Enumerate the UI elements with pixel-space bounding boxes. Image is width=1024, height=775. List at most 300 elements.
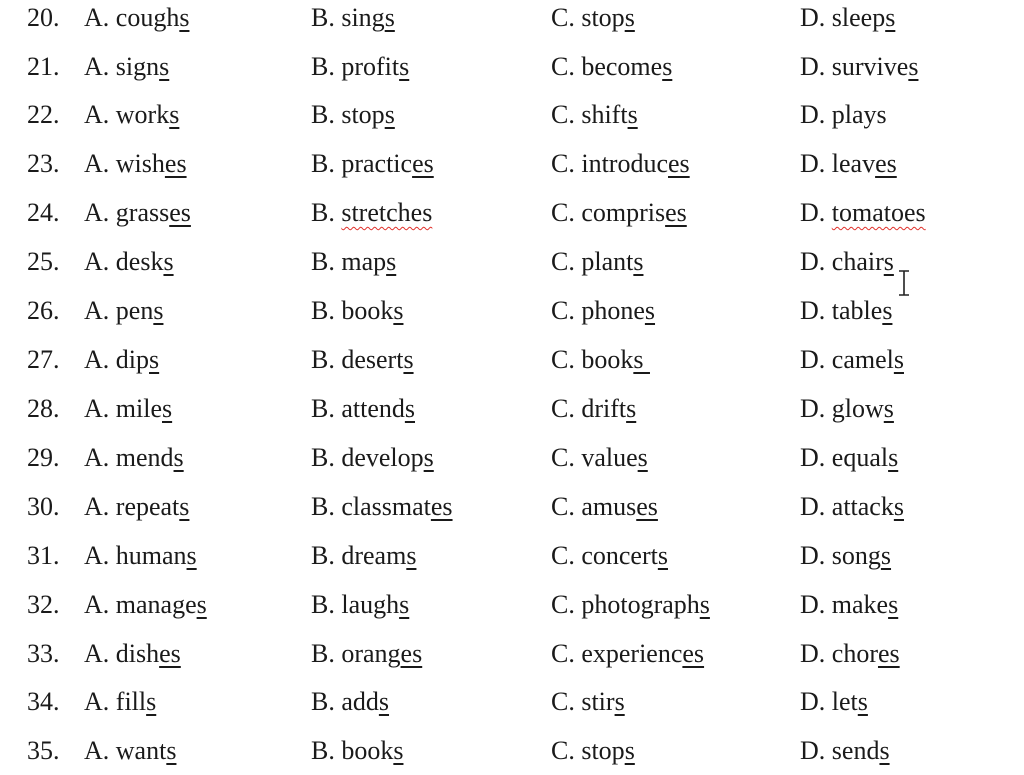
underlined-ending: s [614, 687, 625, 716]
underlined-ending: s [888, 590, 899, 619]
option-a [84, 491, 189, 523]
option-letter: D. [800, 3, 826, 32]
underlined-ending: s [888, 443, 899, 472]
question-row [0, 99, 1024, 139]
option-word [341, 149, 433, 178]
question-row [0, 51, 1024, 91]
option-a [84, 589, 207, 621]
word-stem: camel [831, 345, 894, 374]
word-stem: classmat [341, 492, 431, 521]
option-letter: A. [84, 541, 110, 570]
text-cursor-icon [897, 270, 911, 296]
question-row [0, 735, 1024, 775]
word-stem: become [581, 52, 663, 81]
word-stem: amus [581, 492, 637, 521]
question-number: 27. [27, 345, 60, 374]
option-b [311, 148, 434, 180]
word-stem: sleep [831, 3, 886, 32]
option-word [341, 639, 422, 668]
option-d [800, 246, 894, 278]
option-letter: C. [551, 541, 575, 570]
underlined-ending: es [665, 198, 687, 227]
option-letter: B. [311, 492, 335, 521]
option-word [581, 100, 637, 129]
option-c [551, 686, 625, 718]
option-b [311, 686, 389, 718]
word-stem: dip [115, 345, 150, 374]
option-word [341, 52, 409, 81]
option-letter: C. [551, 443, 575, 472]
question-number: 33. [27, 639, 60, 668]
option-c [551, 491, 658, 523]
question-row [0, 393, 1024, 433]
option-letter: A. [84, 100, 110, 129]
option-d [800, 51, 918, 83]
underlined-ending: s [163, 247, 174, 276]
question-row [0, 197, 1024, 237]
option-word [116, 541, 197, 570]
word-stem: attend [341, 394, 405, 423]
underlined-ending: s [627, 100, 638, 129]
option-c [551, 589, 710, 621]
word-stem: laugh [341, 590, 400, 619]
word-stem: profit [341, 52, 400, 81]
option-word [581, 198, 686, 227]
word-stem: practic [341, 149, 413, 178]
option-letter: B. [311, 3, 335, 32]
option-word [581, 639, 704, 668]
underlined-ending: s [186, 541, 197, 570]
question-number: 23. [27, 149, 60, 178]
option-c [551, 246, 643, 278]
option-word [116, 3, 190, 32]
option-letter: D. [800, 443, 826, 472]
option-letter: D. [800, 394, 826, 423]
question-row [0, 295, 1024, 335]
word-stem: concert [581, 541, 658, 570]
question-number: 24. [27, 198, 60, 227]
underlined-ending: s [162, 394, 173, 423]
option-a [84, 99, 179, 131]
option-word [341, 541, 416, 570]
option-letter: C. [551, 3, 575, 32]
option-letter: A. [84, 443, 110, 472]
option-b [311, 51, 409, 83]
option-letter: C. [551, 394, 575, 423]
option-letter: C. [551, 639, 575, 668]
underlined-ending: s [908, 52, 919, 81]
option-letter: B. [311, 590, 335, 619]
question-row [0, 344, 1024, 384]
underlined-ending: s [633, 345, 650, 374]
underlined-ending: es [169, 198, 191, 227]
option-word [116, 687, 156, 716]
option-letter: D. [800, 736, 826, 765]
option-letter: B. [311, 198, 335, 227]
word-stem: human [115, 541, 187, 570]
word-stem: stop [341, 100, 385, 129]
word-stem: sing [341, 3, 385, 32]
underlined-ending: es [636, 492, 658, 521]
option-b [311, 393, 415, 425]
option-word [581, 687, 624, 716]
option-word [832, 296, 893, 325]
option-letter: A. [84, 590, 110, 619]
option-word [341, 443, 433, 472]
option-b [311, 638, 422, 670]
option-word [832, 394, 894, 423]
option-letter: C. [551, 247, 575, 276]
option-c [551, 99, 638, 131]
option-a [84, 442, 184, 474]
option-b [311, 197, 432, 229]
word-stem: manage [115, 590, 197, 619]
underlined-ending: s [393, 736, 404, 765]
option-word [581, 3, 634, 32]
option-a [84, 2, 189, 34]
option-letter: C. [551, 736, 575, 765]
underlined-ending: es [877, 639, 900, 668]
option-letter: C. [551, 687, 575, 716]
option-letter: B. [311, 149, 335, 178]
option-letter: A. [84, 492, 110, 521]
question-number: 25. [27, 247, 60, 276]
option-b [311, 295, 403, 327]
option-word [341, 296, 403, 325]
word-stem: survive [831, 52, 909, 81]
word-stem: stretches [341, 198, 433, 227]
option-word [832, 100, 887, 129]
option-word [581, 492, 658, 521]
option-word [116, 149, 187, 178]
option-word [581, 443, 647, 472]
option-letter: A. [84, 736, 110, 765]
option-word [832, 198, 926, 227]
underlined-ending: s [883, 247, 894, 276]
word-stem: stir [581, 687, 615, 716]
option-d [800, 295, 892, 327]
word-stem: leav [831, 149, 876, 178]
option-letter: D. [800, 100, 826, 129]
word-stem: glow [831, 394, 884, 423]
underlined-ending: s [166, 736, 177, 765]
option-word [116, 345, 159, 374]
underlined-ending: s [179, 492, 190, 521]
option-word [116, 198, 191, 227]
question-number: 20. [27, 3, 60, 32]
option-word [341, 590, 409, 619]
option-word [341, 492, 452, 521]
underlined-ending: es [400, 639, 423, 668]
word-stem: dish [115, 639, 160, 668]
option-word [832, 52, 919, 81]
question-number: 32. [27, 590, 60, 619]
word-stem: desert [341, 345, 404, 374]
option-letter: A. [84, 149, 110, 178]
underlined-ending: s [146, 687, 157, 716]
word-stem: mend [115, 443, 174, 472]
option-c [551, 442, 648, 474]
underlined-ending: s [662, 52, 673, 81]
word-stem: desk [115, 247, 164, 276]
option-letter: B. [311, 639, 335, 668]
underlined-ending: s [879, 736, 890, 765]
question-number: 28. [27, 394, 60, 423]
option-letter: B. [311, 736, 335, 765]
option-letter: D. [800, 149, 826, 178]
underlined-ending: s [384, 100, 395, 129]
option-c [551, 735, 635, 767]
word-stem: shift [581, 100, 628, 129]
option-letter: D. [800, 492, 826, 521]
option-b [311, 344, 414, 376]
underlined-ending: s [153, 296, 164, 325]
option-c [551, 344, 650, 376]
option-c [551, 540, 668, 572]
word-stem: table [831, 296, 883, 325]
option-letter: A. [84, 345, 110, 374]
word-stem: photograph [581, 590, 700, 619]
question-number: 29. [27, 443, 60, 472]
underlined-ending: es [412, 149, 434, 178]
option-b [311, 2, 395, 34]
word-stem: mile [115, 394, 162, 423]
underlined-ending: s [149, 345, 160, 374]
option-b [311, 442, 434, 474]
option-a [84, 148, 187, 180]
option-word [116, 492, 190, 521]
option-word [832, 541, 891, 570]
option-letter: B. [311, 345, 335, 374]
underlined-ending: s [159, 52, 170, 81]
word-stem: value [581, 443, 638, 472]
option-d [800, 589, 898, 621]
option-word [116, 52, 169, 81]
question-number: 30. [27, 492, 60, 521]
question-row [0, 148, 1024, 188]
underlined-ending: es [164, 149, 187, 178]
word-stem: song [831, 541, 881, 570]
word-stem: repeat [115, 492, 180, 521]
option-word [832, 590, 898, 619]
word-stem: stop [581, 736, 625, 765]
option-word [341, 687, 389, 716]
option-word [832, 443, 898, 472]
question-number: 31. [27, 541, 60, 570]
option-word [116, 100, 180, 129]
option-d [800, 2, 895, 34]
option-d [800, 735, 890, 767]
word-stem: tomatoes [831, 198, 926, 227]
underlined-ending: s [173, 443, 184, 472]
option-letter: B. [311, 394, 335, 423]
word-stem: book [341, 296, 394, 325]
underlined-ending: s [624, 3, 635, 32]
word-stem: book [581, 345, 634, 374]
underlined-ending: s [857, 687, 868, 716]
underlined-ending: s [404, 394, 415, 423]
option-a [84, 393, 172, 425]
underlined-ending: s [406, 541, 417, 570]
word-stem: book [341, 736, 394, 765]
underlined-ending: s [893, 492, 904, 521]
word-stem: drift [581, 394, 627, 423]
word-stem: equal [831, 443, 889, 472]
option-letter: C. [551, 590, 575, 619]
option-letter: D. [800, 247, 826, 276]
option-letter: B. [311, 52, 335, 81]
option-b [311, 99, 395, 131]
option-letter: C. [551, 492, 575, 521]
option-word [581, 52, 672, 81]
underlined-ending: s [883, 394, 894, 423]
option-word [341, 736, 403, 765]
word-stem: send [831, 736, 880, 765]
word-stem: attack [831, 492, 894, 521]
option-b [311, 491, 453, 523]
word-stem: fill [115, 687, 147, 716]
word-stem: grass [115, 198, 170, 227]
option-letter: D. [800, 345, 826, 374]
question-row [0, 442, 1024, 482]
option-letter: B. [311, 100, 335, 129]
option-b [311, 735, 403, 767]
option-c [551, 51, 672, 83]
underlined-ending: s [399, 52, 410, 81]
question-row [0, 638, 1024, 678]
option-word [341, 394, 415, 423]
option-a [84, 686, 156, 718]
option-c [551, 197, 687, 229]
option-word [341, 198, 432, 227]
option-d [800, 491, 904, 523]
option-word [116, 247, 174, 276]
option-word [832, 492, 904, 521]
option-word [581, 296, 655, 325]
underlined-ending: s [626, 394, 637, 423]
word-stem: plant [581, 247, 634, 276]
option-word [341, 345, 413, 374]
option-b [311, 540, 416, 572]
underlined-ending: es [159, 639, 181, 668]
option-letter: A. [84, 687, 110, 716]
underlined-ending: es [875, 149, 897, 178]
option-word [581, 394, 636, 423]
underlined-ending: s [893, 345, 904, 374]
option-letter: C. [551, 100, 575, 129]
option-letter: D. [800, 639, 826, 668]
option-letter: B. [311, 541, 335, 570]
option-d [800, 638, 900, 670]
option-d [800, 148, 897, 180]
word-stem: add [341, 687, 379, 716]
option-letter: B. [311, 296, 335, 325]
option-word [832, 149, 897, 178]
underlined-ending: s [882, 296, 893, 325]
underlined-ending: s [657, 541, 668, 570]
option-word [116, 639, 181, 668]
option-word [832, 3, 896, 32]
option-d [800, 99, 887, 131]
option-word [341, 100, 394, 129]
option-letter: D. [800, 52, 826, 81]
option-a [84, 540, 197, 572]
option-word [116, 394, 172, 423]
question-number: 35. [27, 736, 60, 765]
option-word [581, 736, 634, 765]
option-a [84, 638, 181, 670]
option-d [800, 442, 898, 474]
option-letter: A. [84, 394, 110, 423]
underlined-ending: s [386, 247, 397, 276]
option-c [551, 2, 635, 34]
option-letter: D. [800, 541, 826, 570]
question-row [0, 491, 1024, 531]
option-word [581, 149, 689, 178]
option-letter: B. [311, 687, 335, 716]
option-word [832, 345, 904, 374]
underlined-ending: es [668, 149, 690, 178]
question-number: 21. [27, 52, 60, 81]
option-word [116, 296, 164, 325]
option-c [551, 638, 704, 670]
word-stem: wish [115, 149, 165, 178]
option-a [84, 197, 191, 229]
underlined-ending: s [384, 3, 395, 32]
option-letter: C. [551, 52, 575, 81]
word-stem: make [831, 590, 889, 619]
option-d [800, 393, 894, 425]
word-stem: orang [341, 639, 401, 668]
option-a [84, 246, 174, 278]
option-letter: A. [84, 52, 110, 81]
question-row [0, 589, 1024, 629]
word-stem: experienc [581, 639, 683, 668]
question-row [0, 246, 1024, 286]
word-stem: chor [831, 639, 878, 668]
underlined-ending: s [393, 296, 404, 325]
word-stem: let [831, 687, 858, 716]
underlined-ending: s [179, 3, 190, 32]
option-a [84, 344, 159, 376]
option-letter: C. [551, 345, 575, 374]
option-letter: B. [311, 247, 335, 276]
option-letter: D. [800, 198, 826, 227]
option-letter: A. [84, 198, 110, 227]
option-letter: D. [800, 296, 826, 325]
option-letter: A. [84, 639, 110, 668]
option-word [832, 687, 868, 716]
option-letter: A. [84, 247, 110, 276]
option-d [800, 197, 926, 229]
option-word [581, 247, 643, 276]
question-row [0, 686, 1024, 726]
option-c [551, 148, 690, 180]
underlined-ending: s [403, 345, 414, 374]
option-letter: C. [551, 198, 575, 227]
option-letter: D. [800, 590, 826, 619]
option-letter: D. [800, 687, 826, 716]
word-stem: cough [115, 3, 180, 32]
word-stem: phone [581, 296, 645, 325]
word-stem: dream [341, 541, 407, 570]
question-number: 34. [27, 687, 60, 716]
question-row [0, 2, 1024, 42]
option-word [116, 736, 177, 765]
underlined-ending: s [399, 590, 410, 619]
word-stem: compris [581, 198, 666, 227]
option-a [84, 295, 163, 327]
